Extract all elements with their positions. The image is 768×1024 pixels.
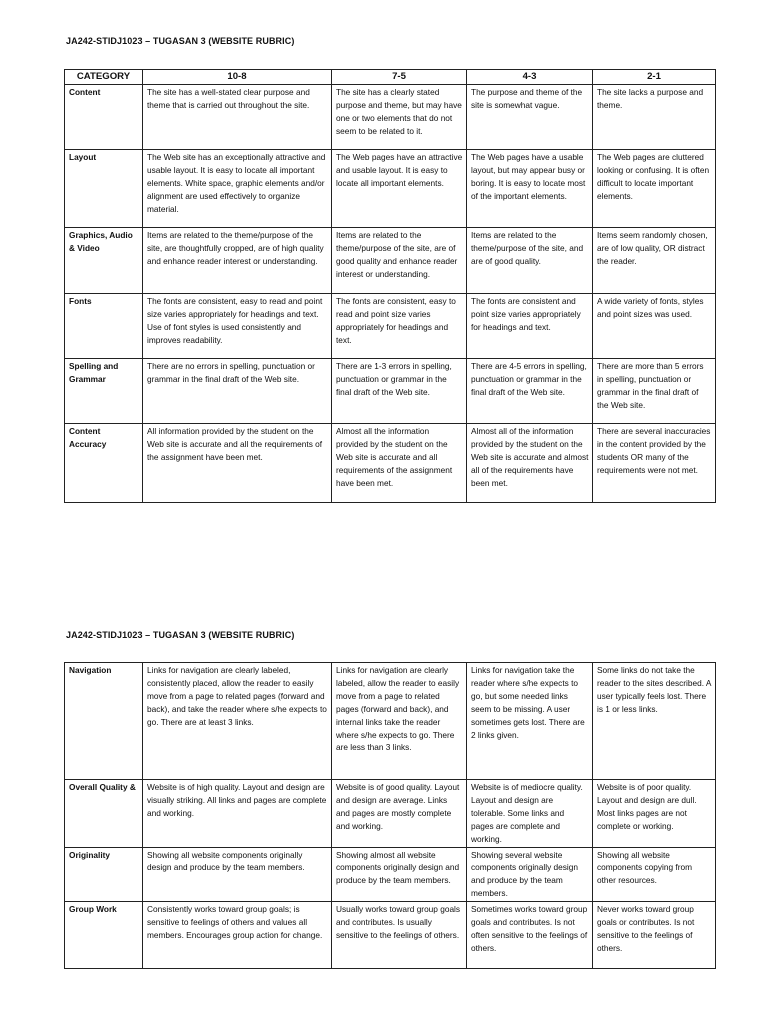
cell-10-8: The fonts are consistent, easy to read and point size varies appropriately for headings and text. Use of font styles is used consistently and improves readability. <box>143 294 332 359</box>
header-score-2-1: 2-1 <box>593 70 716 85</box>
table-row <box>65 424 716 503</box>
cell-2-1: Showing all website components copying from other resources. <box>593 847 716 902</box>
cell-7-5: The fonts are consistent, easy to read and point size varies appropriately for headings and text. <box>332 294 467 359</box>
cell-10-8: Website is of high quality. Layout and design are visually striking. All links and pages are complete and working. <box>143 780 332 848</box>
cell-7-5: The site has a clearly stated purpose and theme, but may have one or two elements that do not seem to be related to it. <box>332 85 467 150</box>
cell-2-1: The site lacks a purpose and theme. <box>593 85 716 150</box>
cell-4-3: The purpose and theme of the site is somewhat vague. <box>467 85 593 150</box>
page-title: JA242-STIDJ1023 – TUGASAN 3 (WEBSITE RUBRIC) <box>66 36 295 46</box>
cell-7-5: Almost all the information provided by the student on the Web site is accurate and all requirements of the assignment have been met. <box>332 424 467 503</box>
table-row <box>65 847 716 902</box>
cell-10-8: The Web site has an exceptionally attractive and usable layout. It is easy to locate all important elements. White space, graphic elements and/or alignment are used effectively to organize material. <box>143 150 332 228</box>
cell-4-3: There are 4-5 errors in spelling, punctuation or grammar in the final draft of the Web site. <box>467 359 593 424</box>
row-category: Spelling and Grammar <box>65 359 143 424</box>
cell-2-1: A wide variety of fonts, styles and point sizes was used. <box>593 294 716 359</box>
cell-10-8: Showing all website components originally design and produce by the team members. <box>143 847 332 902</box>
cell-4-3: Almost all of the information provided by the student on the Web site is accurate and almost all of the requirements have been met. <box>467 424 593 503</box>
cell-10-8: The site has a well-stated clear purpose and theme that is carried out throughout the site. <box>143 85 332 150</box>
row-category: Navigation <box>65 663 143 780</box>
header-score-4-3: 4-3 <box>467 70 593 85</box>
cell-2-1: Website is of poor quality. Layout and design are dull. Most links pages are not complete or working. <box>593 780 716 848</box>
page-title: JA242-STIDJ1023 – TUGASAN 3 (WEBSITE RUBRIC) <box>66 630 295 640</box>
cell-2-1: There are several inaccuracies in the content provided by the students OR many of the requirements were not met. <box>593 424 716 503</box>
table-row <box>65 150 716 228</box>
rubric-table-2 <box>64 662 716 969</box>
row-category: Content Accuracy <box>65 424 143 503</box>
cell-2-1: Never works toward group goals or contributes. Is not sensitive to the feelings of others. <box>593 902 716 969</box>
row-category: Group Work <box>65 902 143 969</box>
cell-7-5: Usually works toward group goals and contributes. Is usually sensitive to the feelings of others. <box>332 902 467 969</box>
table-row <box>65 902 716 969</box>
table-row <box>65 294 716 359</box>
cell-4-3: Showing several website components originally design and produce by the team members. <box>467 847 593 902</box>
cell-7-5: Links for navigation are clearly labeled, allow the reader to easily move from a page to related pages (forward and back), and internal links take the reader where s/he expects to go. There are less than 3 links. <box>332 663 467 780</box>
cell-4-3: The fonts are consistent and point size varies appropriately for headings and text. <box>467 294 593 359</box>
cell-4-3: Items are related to the theme/purpose of the site, and are of good quality. <box>467 228 593 294</box>
cell-7-5: The Web pages have an attractive and usable layout. It is easy to locate all important elements. <box>332 150 467 228</box>
row-category: Content <box>65 85 143 150</box>
cell-2-1: Items seem randomly chosen, are of low quality, OR distract the reader. <box>593 228 716 294</box>
cell-10-8: There are no errors in spelling, punctuation or grammar in the final draft of the Web site. <box>143 359 332 424</box>
row-category: Overall Quality & <box>65 780 143 848</box>
cell-10-8: Items are related to the theme/purpose of the site, are thoughtfully cropped, are of high quality and enhance reader interest or understanding. <box>143 228 332 294</box>
header-category: CATEGORY <box>65 70 143 85</box>
cell-7-5: Items are related to the theme/purpose of the site, are of good quality and enhance reader interest or understanding. <box>332 228 467 294</box>
cell-4-3: Sometimes works toward group goals and contributes. Is not often sensitive to the feelings of others. <box>467 902 593 969</box>
cell-10-8: Consistently works toward group goals; is sensitive to feelings of others and values all members. Encourages group action for change. <box>143 902 332 969</box>
cell-7-5: Website is of good quality. Layout and design are average. Links and pages are mostly complete and working. <box>332 780 467 848</box>
cell-2-1: There are more than 5 errors in spelling, punctuation or grammar in the final draft of the Web site. <box>593 359 716 424</box>
cell-2-1: Some links do not take the reader to the sites described. A user typically feels lost. There is 1 or less links. <box>593 663 716 780</box>
table-row <box>65 663 716 780</box>
rubric-table-1 <box>64 69 716 503</box>
cell-4-3: Website is of mediocre quality. Layout and design are tolerable. Some links and pages are complete and working. <box>467 780 593 848</box>
cell-4-3: Links for navigation take the reader where s/he expects to go, but some needed links seem to be missing. A user sometimes gets lost. There are 2 links given. <box>467 663 593 780</box>
table-row <box>65 228 716 294</box>
row-category: Originality <box>65 847 143 902</box>
header-row <box>65 70 716 85</box>
cell-10-8: All information provided by the student on the Web site is accurate and all the requirements of the assignment have been met. <box>143 424 332 503</box>
header-score-10-8: 10-8 <box>143 70 332 85</box>
cell-7-5: There are 1-3 errors in spelling, punctuation or grammar in the final draft of the Web site. <box>332 359 467 424</box>
table-row <box>65 359 716 424</box>
table-row <box>65 85 716 150</box>
header-score-7-5: 7-5 <box>332 70 467 85</box>
cell-2-1: The Web pages are cluttered looking or confusing. It is often difficult to locate important elements. <box>593 150 716 228</box>
cell-7-5: Showing almost all website components originally design and produce by the team members. <box>332 847 467 902</box>
row-category: Graphics, Audio & Video <box>65 228 143 294</box>
cell-10-8: Links for navigation are clearly labeled, consistently placed, allow the reader to easily move from a page to related pages (forward and back), and take the reader where s/he expects to go. There are at least 3 links. <box>143 663 332 780</box>
row-category: Layout <box>65 150 143 228</box>
cell-4-3: The Web pages have a usable layout, but may appear busy or boring. It is easy to locate most of the important elements. <box>467 150 593 228</box>
table-row <box>65 780 716 848</box>
row-category: Fonts <box>65 294 143 359</box>
